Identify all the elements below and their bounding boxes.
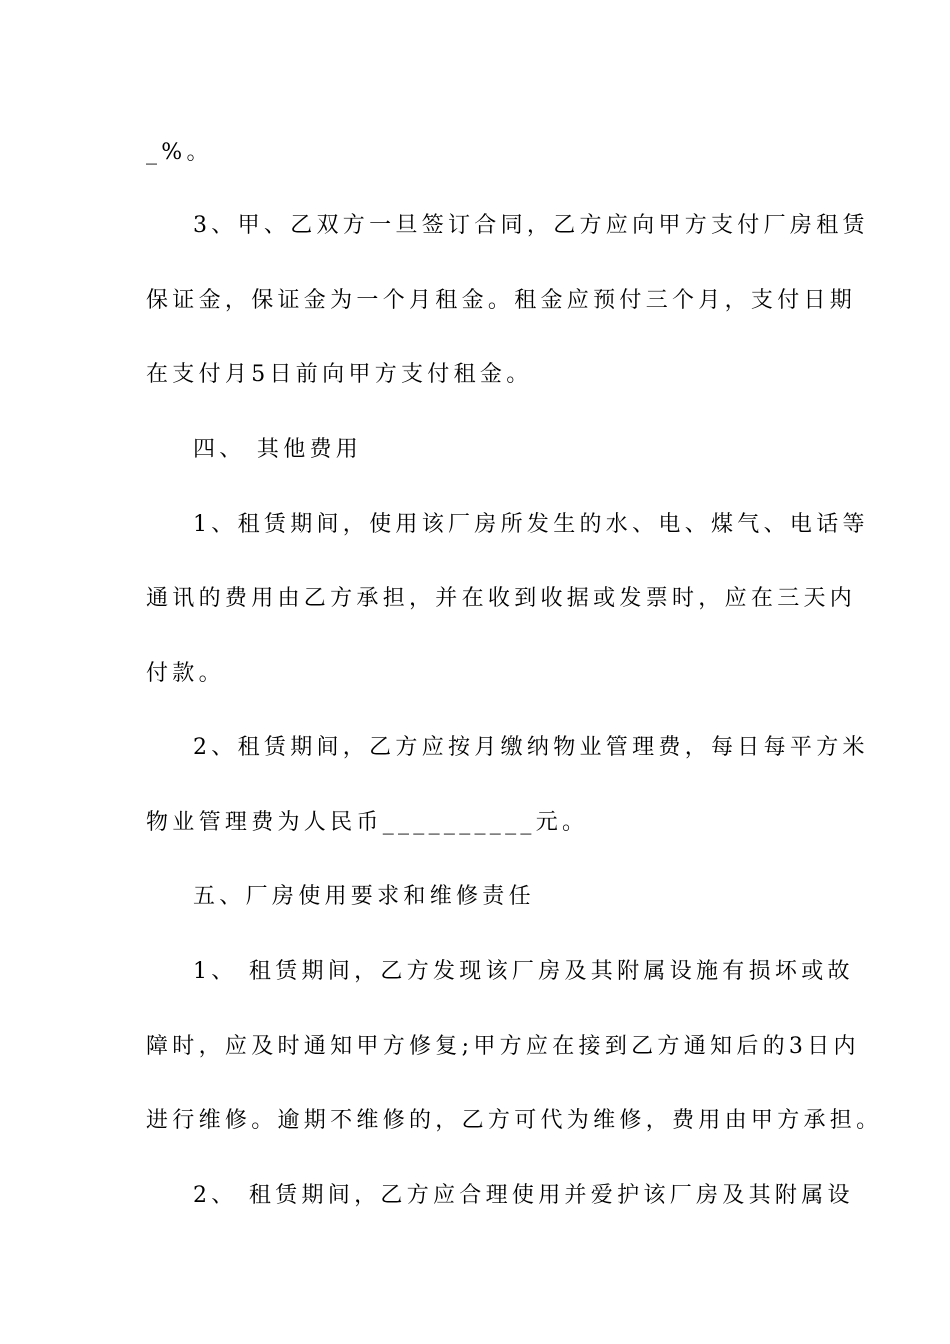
text-line-13: 障时，应及时通知甲方修复;甲方应在接到乙方通知后的3日内 [146,1034,860,1059]
text-line-3: 保证金，保证金为一个月租金。租金应预付三个月，支付日期 [146,288,857,313]
text-line-15: 2、 租赁期间，乙方应合理使用并爱护该厂房及其附属设 [193,1183,854,1208]
section-heading-5: 五、厂房使用要求和维修责任 [193,884,535,909]
text-line-10: 物业管理费为人民币__________元。 [146,810,589,835]
text-line-4: 在支付月5日前向甲方支付租金。 [146,362,533,387]
text-line-2: 3、甲、乙双方一旦签订合同，乙方应向甲方支付厂房租赁 [193,213,869,238]
section-heading-4: 四、 其他费用 [193,437,363,462]
text-line-8: 付款。 [146,661,225,686]
text-line-7: 通讯的费用由乙方承担，并在收到收据或发票时，应在三天内 [146,586,857,611]
text-line-9: 2、租赁期间，乙方应按月缴纳物业管理费，每日每平方米 [193,735,869,760]
text-line-12: 1、 租赁期间，乙方发现该厂房及其附属设施有损坏或故 [193,959,854,984]
text-line-6: 1、租赁期间，使用该厂房所发生的水、电、煤气、电话等 [193,512,869,537]
text-line-1: _%。 [146,140,213,165]
text-line-14: 进行维修。逾期不维修的，乙方可代为维修，费用由甲方承担。 [146,1108,883,1133]
